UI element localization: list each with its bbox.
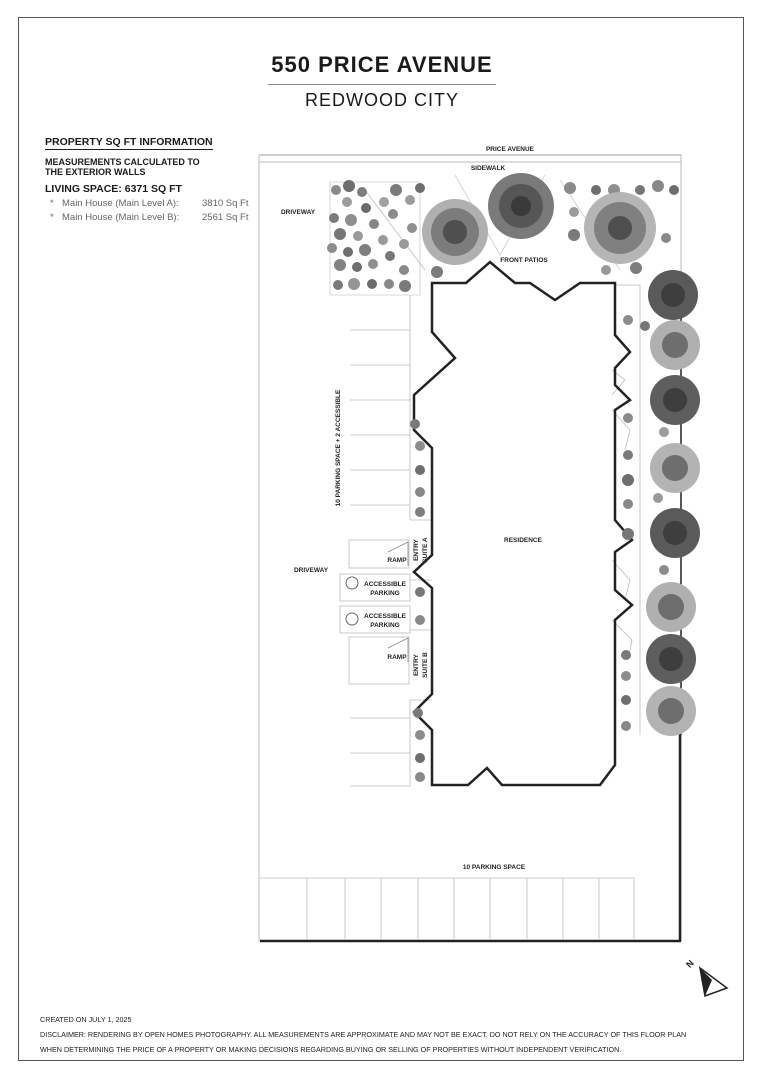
north-label: N [684,958,696,970]
residence-label: RESIDENCE [504,537,542,544]
disclaimer-line-2: WHEN DETERMINING THE PRICE OF A PROPERTY OR MAKING DECISIONS REGARDING BUYING OR SELLING OF PROPERTIES WITHOUT INDEPENDENT VERIFICATION. [40,1045,622,1054]
page-subtitle: REDWOOD CITY [305,90,459,110]
accessible-1-label-a: ACCESSIBLE [364,581,406,588]
bottom-parking-stalls [307,878,634,940]
driveway-top-label: DRIVEWAY [280,209,316,216]
measurement-note: MEASUREMENTS CALCULATED TO THE EXTERIOR WALLS [45,157,200,177]
bullet: * [50,198,54,209]
right-tree-row [646,270,700,736]
created-date: CREATED ON JULY 1, 2025 [40,1015,132,1024]
accessible-2-label-a: ACCESSIBLE [364,613,406,620]
walkway-shrubs [410,315,669,782]
entry-a-label-2: SUITE A [422,537,429,563]
entry-a-label-1: ENTRY [413,539,420,561]
sqft-row-value: 2561 Sq Ft [202,212,249,223]
entry-b-label-1: ENTRY [413,654,420,676]
sqft-row-value: 3810 Sq Ft [202,198,249,209]
footer [40,1015,730,1060]
property-boundary [259,155,681,941]
disclaimer-line-1: DISCLAIMER: RENDERING BY OPEN HOMES PHOTOGRAPHY. ALL MEASUREMENTS ARE APPROXIMATE AND MAY NOT BE EXACT. DO NOT RELY ON THE ACCURACY OF THIS FLOOR PLAN [40,1030,687,1039]
front-tree-center [488,173,554,239]
sidewalk-label: SIDEWALK [470,165,506,172]
accessible-1-label-b: PARKING [370,590,400,597]
bottom-parking-label: 10 PARKING SPACE [462,864,526,871]
accessible-icon [346,613,358,625]
residence-outline [414,262,632,785]
living-space-total: LIVING SPACE: 6371 SQ FT [45,183,182,195]
front-tree-right [584,192,656,264]
street-label: PRICE AVENUE [485,146,535,153]
bullet: * [50,212,54,223]
side-parking-label: 10 PARKING SPACE + 2 ACCESSIBLE [335,389,342,507]
sqft-info-heading: PROPERTY SQ FT INFORMATION [45,136,213,148]
entry-b-label-2: SUITE B [422,652,429,678]
ramp-b-label: RAMP [387,654,407,661]
accessible-2-label-b: PARKING [370,622,400,629]
front-patios-label: FRONT PATIOS [500,257,548,264]
front-tree-left [422,199,488,265]
sqft-row-label: Main House (Main Level B): [62,212,180,223]
page-title: 550 PRICE AVENUE [271,52,493,77]
sqft-row-label: Main House (Main Level A): [62,198,179,209]
ramp-a-label: RAMP [387,557,407,564]
accessible-icon [346,577,358,589]
driveway-mid-label: DRIVEWAY [293,567,329,574]
side-parking-stalls [350,295,410,786]
north-arrow-icon [684,958,727,996]
